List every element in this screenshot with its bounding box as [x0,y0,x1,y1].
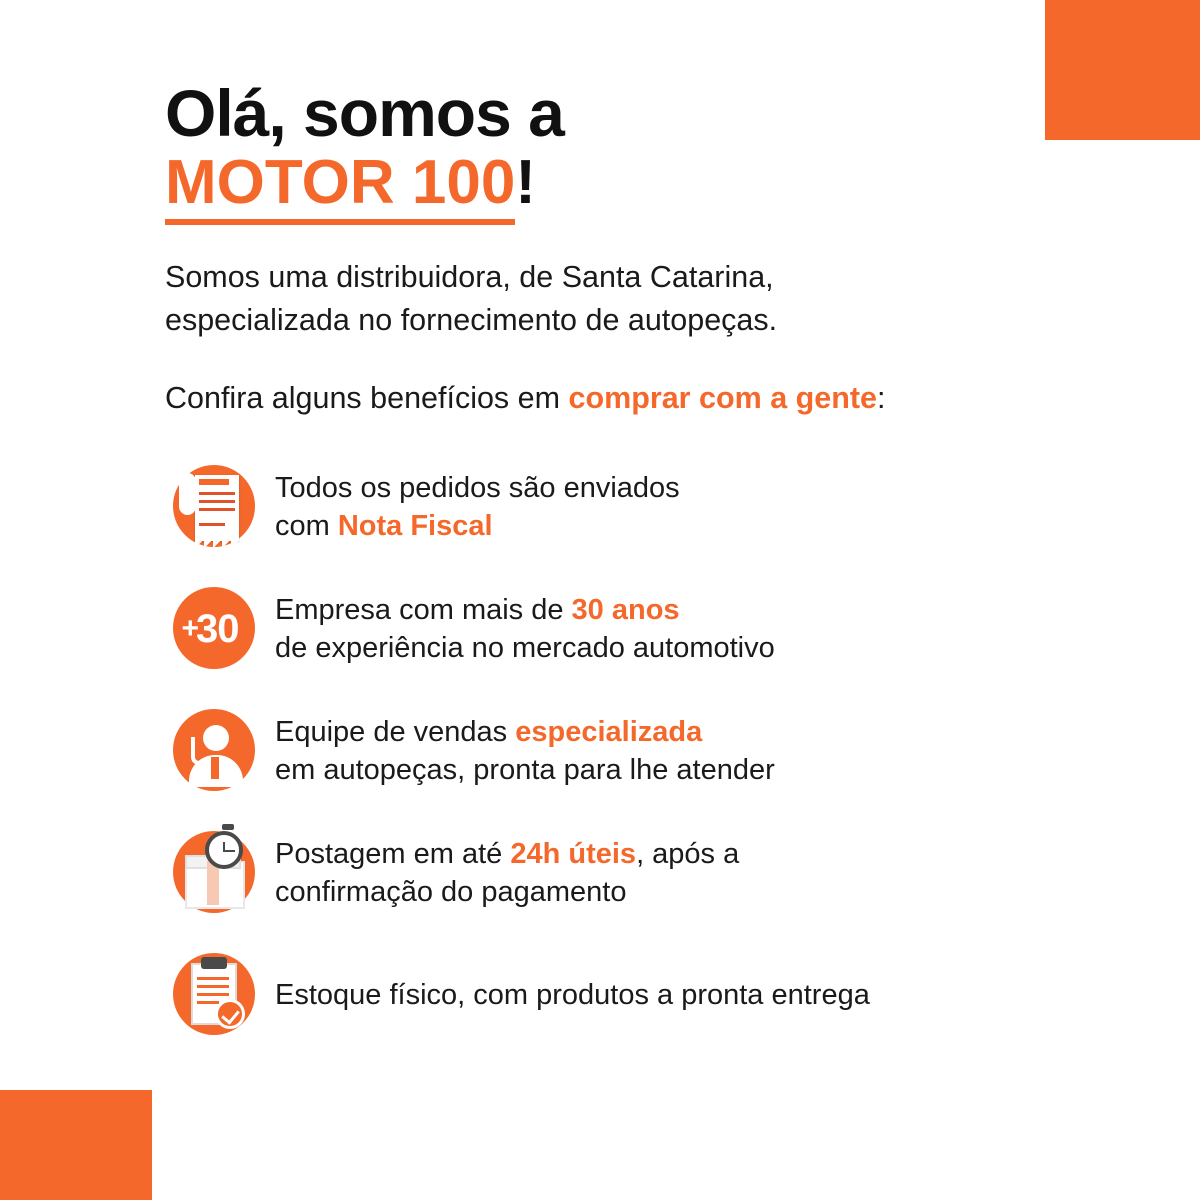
list-item-text [261,713,775,790]
support-agent-icon [165,703,261,799]
benefit-3-accent: especializada [515,716,703,749]
benefit-2-line2: de experiência no mercado automotivo [275,632,775,665]
content-area [165,76,1095,1065]
list-item-text [261,469,680,546]
benefits-lead-prefix: Confira alguns benefícios em [165,380,569,415]
intro-line-2: especializada no fornecimento de autopeças. [165,303,778,338]
benefit-1-line2-prefix: com [275,510,338,543]
receipt-paper [195,475,239,541]
benefit-2-accent: 30 anos [571,594,680,627]
receipt-printer-body [179,473,196,515]
plus-sign: + [181,612,199,646]
list-item [165,577,1095,681]
list-item [165,455,1095,559]
intro-line-1: Somos uma distribuidora, de Santa Catarina, [165,260,774,294]
benefits-list [165,455,1095,1047]
receipt-total-line [199,523,225,526]
clipboard-check-icon [165,947,261,1043]
receipt-icon [165,459,261,555]
list-item [165,699,1095,803]
receipt-line [199,492,235,495]
clipboard-line [197,1001,219,1004]
benefit-4-line1-prefix: Postagem em até [275,838,511,871]
agent-headset [191,737,205,765]
page-title-line1: Olá, somos a [165,76,564,150]
list-item-text [261,976,870,1014]
benefit-2-line1-prefix: Empresa com mais de [275,594,572,627]
benefit-4-line2: confirmação do pagamento [275,876,627,909]
package-stopwatch-icon-glyph [165,825,261,921]
agent-head [203,725,229,751]
clipboard-line [197,985,229,988]
benefit-4-line1-suffix: , após a [636,838,740,871]
benefits-lead [165,377,1095,420]
benefits-lead-accent: comprar com a gente [568,380,877,415]
list-item-text [261,591,775,668]
package-stopwatch-icon [165,825,261,921]
support-agent-icon-glyph [165,703,261,799]
benefit-1-accent: Nota Fiscal [337,510,493,543]
receipt-line [199,500,235,503]
clipboard-line [197,977,229,980]
receipt-header-bar [199,479,229,485]
thirty-number: 30 [196,606,239,651]
benefit-5-line1: Estoque físico, com produtos a pronta entrega [275,979,870,1012]
check-badge [215,999,245,1029]
benefit-3-line1-prefix: Equipe de vendas [275,716,516,749]
plus-30-label [165,581,261,677]
list-item [165,943,1095,1047]
stopwatch-hand-hour [224,850,235,852]
decorative-corner-bottom-left [0,1090,152,1200]
benefit-3-line2: em autopeças, pronta para lhe atender [275,754,775,787]
page-title-line2 [165,148,1095,217]
receipt-line [199,508,235,511]
clipboard-line [197,993,229,996]
benefits-lead-suffix: : [877,380,886,415]
clipboard-check-icon-glyph [165,947,261,1043]
brand-exclamation: ! [515,148,536,217]
list-item-text [261,835,739,912]
clipboard-clamp [201,957,227,969]
plus-30-years-icon [165,581,261,677]
list-item [165,821,1095,925]
brand-name: MOTOR 100 [165,148,515,225]
agent-tie [211,757,219,779]
benefit-1-line1: Todos os pedidos são enviados [275,472,680,505]
benefit-4-accent: 24h úteis [510,838,637,871]
intro-paragraph [165,256,1065,343]
receipt-icon-glyph [165,459,261,555]
